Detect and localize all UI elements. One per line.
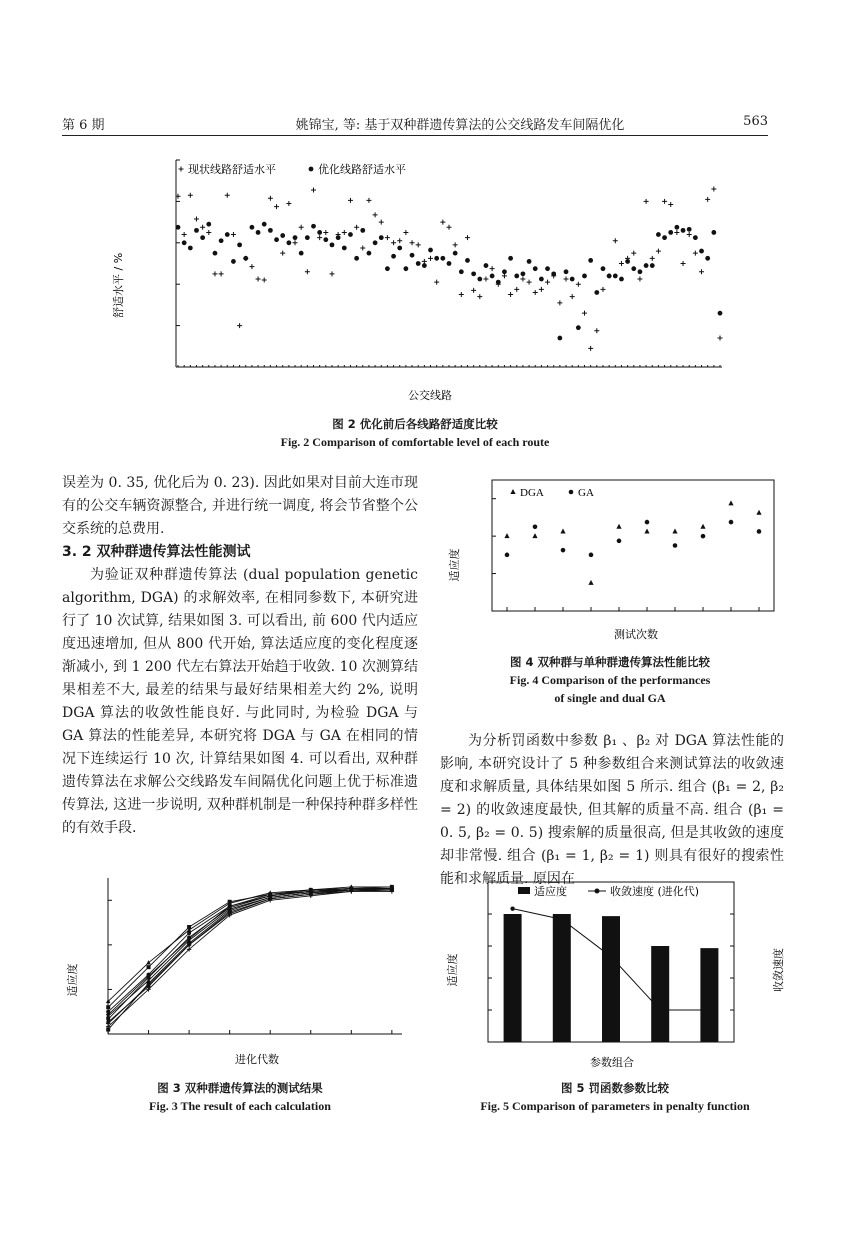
fig2-current-point [262, 278, 267, 283]
fig4-ga-point [645, 520, 650, 525]
left-paragraph-2: 为验证双种群遗传算法 (dual population genetic algorithm, DGA) 的求解效率, 在相同参数下, 本研究进行了 10 次试算, 结果如图 3. 可以看出, 前 600 代内适应度迅速增加, 但从 800 代开始, 算法适应度的变化程度逐渐减小, 到 1 200 代左右算法开始趋于收敛. 10 次测算结果相差不大, 最差的结果与最好结果相差大约 2%, 说明 DGA 算法的收敛性能良好. 与此同时, 为检验 DGA 与 GA 算法的性能差异, 本研究将 DGA 与 GA 在相同的情况下连续运行 10 次, 计算结果如图 4. 可以看出, 双种群遗传算法在求解公交线路发车间隔优化问题上优于标准遗传算法, 这进一步说明, 双种群机制是一种保持种群多样性的有效手段. [62, 567, 418, 836]
fig2-optimized-point [588, 258, 593, 263]
fig3-point [147, 965, 151, 969]
legend-dga-label: DGA [520, 487, 544, 499]
fig5-fitness-bar [504, 914, 522, 1042]
fig4-dga-point [616, 524, 621, 529]
fig2-optimized-point [484, 263, 489, 268]
header-rule [62, 135, 768, 136]
fig2-current-point [619, 261, 624, 266]
fig2-optimized-point [557, 336, 562, 341]
fig2-optimized-point [705, 256, 710, 261]
fig2-optimized-point [527, 259, 532, 264]
fig5-ylabel-right: 收敛速度 [772, 948, 785, 992]
fig2-current-point [360, 245, 365, 250]
fig4-dga-point [588, 580, 593, 585]
fig2-optimized-point [576, 325, 581, 330]
fig2-current-point [206, 230, 211, 235]
fig2-optimized-point [453, 251, 458, 256]
fig3-series-line [108, 890, 392, 1022]
fig2-current-point [428, 256, 433, 261]
fig4-plot-frame [492, 480, 774, 611]
fig4-xlabel: 测试次数 [614, 628, 658, 641]
fig3-point [106, 1005, 110, 1009]
fig3-xlabel: 进化代数 [235, 1053, 279, 1066]
fig2-current-point [410, 240, 415, 245]
fig2-optimized-point [231, 259, 236, 264]
fig2-optimized-point [428, 248, 433, 253]
fig2-current-point [674, 230, 679, 235]
fig2-optimized-point [354, 256, 359, 261]
fig2-optimized-point [373, 240, 378, 245]
fig4-dga-point [504, 533, 509, 538]
fig4-ga-point [533, 524, 538, 529]
fig2-xlabel: 公交线路 [408, 389, 452, 402]
running-title: 姚锦宝, 等: 基于双种群遗传算法的公交线路发车间隔优化 [295, 118, 625, 133]
fig2-optimized-point [551, 271, 556, 276]
fig2-optimized-point [607, 274, 612, 279]
fig5-convergence-point [609, 954, 613, 958]
fig2-optimized-point [379, 235, 384, 240]
fig2-optimized-point [194, 228, 199, 233]
fig4-ga-point [561, 548, 566, 553]
fig2-current-point [403, 230, 408, 235]
fig2-current-point [483, 277, 488, 282]
fig2-current-point [311, 188, 316, 193]
fig2-optimized-point [496, 280, 501, 285]
fig2-current-point [644, 199, 649, 204]
fig2-optimized-point [323, 237, 328, 242]
fig2-current-point [268, 196, 273, 201]
fig2-optimized-point [594, 290, 599, 295]
fig2-optimized-point [262, 222, 267, 227]
fig4-dga-point [728, 500, 733, 505]
fig2-optimized-point [182, 240, 187, 245]
fig2-optimized-point [256, 230, 261, 235]
fig2-optimized-point [434, 256, 439, 261]
fig2-optimized-point [545, 266, 550, 271]
legend-plus-label: 现状线路舒适水平 [188, 163, 276, 176]
fig2-current-point [600, 287, 605, 292]
fig2-current-point [200, 225, 205, 230]
fig2-optimized-point [502, 269, 507, 274]
fig5-convergence-point [707, 1008, 711, 1012]
fig2-optimized-point [286, 240, 291, 245]
fig3-caption-cn: 图 3 双种群遗传算法的测试结果 [157, 1081, 323, 1095]
fig2-current-point [231, 232, 236, 237]
fig4-ylabel: 适应度 [448, 548, 461, 582]
fig5-ylabel-left: 适应度 [446, 953, 459, 987]
fig2-optimized-point [360, 228, 365, 233]
fig3-point [106, 1017, 110, 1021]
fig2-optimized-point [650, 263, 655, 268]
fig2-current-point [256, 277, 261, 282]
fig2-optimized-point [570, 277, 575, 282]
legend-ga-label: GA [578, 487, 594, 499]
legend-dga-marker [510, 489, 515, 494]
fig2-optimized-point [490, 274, 495, 279]
fig2-current-point [366, 198, 371, 203]
fig2-current-point [391, 240, 396, 245]
fig5-caption-en: Fig. 5 Comparison of parameters in penalty function [480, 1099, 750, 1113]
fig2-optimized-point [718, 311, 723, 316]
fig2-optimized-point [219, 238, 224, 243]
fig2-current-point [564, 277, 569, 282]
fig2-current-point [225, 193, 230, 198]
fig2-optimized-point [459, 269, 464, 274]
fig2-optimized-point [674, 225, 679, 230]
fig2-current-point [508, 292, 513, 297]
fig2-optimized-point [200, 235, 205, 240]
fig2-current-point [354, 225, 359, 230]
fig2-optimized-point [274, 237, 279, 242]
fig2-optimized-point [213, 251, 218, 256]
fig2-current-point [434, 280, 439, 285]
fig3-series-line [108, 888, 392, 1011]
fig2-optimized-point [711, 230, 716, 235]
fig2-current-point [576, 282, 581, 287]
fig2-current-point [274, 204, 279, 209]
fig2-optimized-point [342, 246, 347, 251]
fig2-optimized-point [539, 277, 544, 282]
fig2-current-point [533, 290, 538, 295]
fig2-optimized-point [305, 235, 310, 240]
fig5-convergence-point [658, 1008, 662, 1012]
fig2-optimized-point [299, 251, 304, 256]
fig2-current-point [194, 216, 199, 221]
fig2-optimized-point [656, 232, 661, 237]
fig2-optimized-point [397, 246, 402, 251]
fig3-caption-en: Fig. 3 The result of each calculation [149, 1099, 331, 1113]
fig2-current-point [637, 277, 642, 282]
fig2-optimized-point [601, 266, 606, 271]
fig2-current-point [323, 230, 328, 235]
page-header [62, 112, 768, 134]
fig2-optimized-point [465, 258, 470, 263]
fig2-optimized-point [514, 274, 519, 279]
fig2-current-point [219, 271, 224, 276]
fig2-current-point [520, 277, 525, 282]
fig2-optimized-point [385, 266, 390, 271]
fig2-ylabel: 舒适水平 / % [112, 252, 125, 318]
fig2-current-point [705, 197, 710, 202]
fig2-current-point [305, 269, 310, 274]
fig2-optimized-point [243, 256, 248, 261]
figure-3-chart [62, 870, 418, 1075]
fig2-optimized-point [293, 235, 298, 240]
fig2-current-point [342, 230, 347, 235]
fig2-current-point [373, 212, 378, 217]
fig2-current-point [440, 220, 445, 225]
fig2-optimized-point [699, 249, 704, 254]
fig2-optimized-point [477, 277, 482, 282]
fig2-current-point [459, 292, 464, 297]
right-text-column [440, 730, 784, 891]
fig2-caption-cn: 图 2 优化前后各线路舒适度比较 [332, 417, 498, 431]
fig2-current-point [668, 202, 673, 207]
fig2-current-point [613, 238, 618, 243]
fig2-optimized-point [471, 271, 476, 276]
fig2-current-point [527, 280, 532, 285]
fig2-current-point [280, 251, 285, 256]
fig2-optimized-point [268, 228, 273, 233]
fig4-dga-point [672, 528, 677, 533]
fig5-fitness-bar [602, 916, 620, 1042]
fig2-optimized-point [391, 254, 396, 259]
legend-ga-marker [569, 490, 574, 495]
fig2-current-point [656, 249, 661, 254]
fig2-current-point [453, 242, 458, 247]
fig2-current-point [465, 235, 470, 240]
section-heading: 3. 2 双种群遗传算法性能测试 [62, 544, 251, 560]
fig2-optimized-point [619, 277, 624, 282]
right-paragraph-1: 为分析罚函数中参数 β₁ 、β₂ 对 DGA 算法性能的影响, 本研究设计了 5 种参数组合来测试算法的收敛速度和求解质量, 具体结果如图 5 所示. 组合 (β₁ = 2, β₂ = 2) 的收敛速度最快, 但其解的质量不高. 组合 (β₁ = 0. 5, β₂ = 0. 5) 搜索解的质量很高, 但是其收敛的速度却非常慢. 组合 (β₁ = 1, β₂ = 1) 则具有很好的搜索性能和求解质量. 原因在 [440, 733, 784, 887]
fig2-current-point [471, 288, 476, 293]
fig3-ylabel: 适应度 [66, 963, 79, 997]
fig2-optimized-point [237, 242, 242, 247]
fig5-convergence-point [510, 906, 514, 910]
fig2-current-point [182, 232, 187, 237]
fig2-current-point [539, 287, 544, 292]
fig2-optimized-point [422, 263, 427, 268]
fig2-current-point [681, 261, 686, 266]
fig2-optimized-point [644, 263, 649, 268]
legend-plus-marker [179, 167, 184, 172]
fig4-ga-point [729, 520, 734, 525]
fig2-current-point [416, 242, 421, 247]
fig2-optimized-point [410, 253, 415, 258]
fig4-ga-point [757, 529, 762, 534]
fig2-current-point [650, 256, 655, 261]
fig2-optimized-point [225, 232, 230, 237]
fig2-current-point [693, 251, 698, 256]
fig4-caption-en-2: of single and dual GA [554, 691, 666, 705]
fig2-optimized-point [403, 266, 408, 271]
fig4-ga-point [505, 553, 510, 558]
fig4-ga-point [673, 543, 678, 548]
fig4-dga-point [756, 510, 761, 515]
fig2-optimized-point [280, 233, 285, 238]
issue-number: 第 6 期 [62, 118, 105, 133]
fig2-current-point [514, 287, 519, 292]
fig4-dga-point [560, 528, 565, 533]
legend-dot-marker [309, 167, 314, 172]
fig5-convergence-point [560, 917, 564, 921]
fig3-point [106, 1028, 110, 1032]
fig2-optimized-point [681, 228, 686, 233]
fig2-current-point [317, 235, 322, 240]
fig2-current-point [718, 336, 723, 341]
fig4-ga-point [701, 534, 706, 539]
fig2-optimized-point [631, 266, 636, 271]
fig4-caption-en-1: Fig. 4 Comparison of the performances [509, 673, 711, 687]
fig4-dga-point [644, 528, 649, 533]
fig4-dga-point [700, 524, 705, 529]
fig2-current-point [490, 266, 495, 271]
fig2-optimized-point [188, 246, 193, 251]
fig2-optimized-point [533, 266, 538, 271]
legend-line-marker [595, 889, 600, 894]
fig2-current-point [582, 311, 587, 316]
fig2-current-point [379, 220, 384, 225]
fig4-ga-point [617, 539, 622, 544]
fig2-current-point [329, 271, 334, 276]
legend-bar-swatch [518, 887, 530, 894]
fig2-optimized-point [613, 274, 618, 279]
fig5-caption-cn: 图 5 罚函数参数比较 [560, 1081, 669, 1095]
fig2-optimized-point [348, 232, 353, 237]
fig3-series-line [108, 890, 392, 1030]
fig2-caption-en: Fig. 2 Comparison of comfortable level of each route [280, 435, 550, 449]
figure-4-chart [440, 470, 780, 645]
fig2-current-point [348, 198, 353, 203]
fig2-current-point [699, 269, 704, 274]
fig2-current-point [212, 271, 217, 276]
fig2-optimized-point [693, 235, 698, 240]
fig2-current-point [477, 294, 482, 299]
fig2-optimized-point [668, 230, 673, 235]
fig2-optimized-point [582, 274, 587, 279]
fig5-fitness-bar [651, 946, 669, 1042]
figure-5-chart [440, 870, 790, 1075]
fig2-current-point [594, 328, 599, 333]
fig2-current-point [557, 300, 562, 305]
fig5-fitness-bar [700, 948, 718, 1042]
fig2-optimized-point [662, 235, 667, 240]
fig2-optimized-point [250, 225, 255, 230]
fig2-optimized-point [330, 242, 335, 247]
fig4-caption-cn: 图 4 双种群与单种群遗传算法性能比较 [509, 655, 710, 669]
fig2-optimized-point [564, 269, 569, 274]
fig5-fitness-bar [553, 914, 571, 1042]
fig2-current-point [385, 235, 390, 240]
fig2-current-point [588, 346, 593, 351]
fig2-current-point [545, 280, 550, 285]
fig2-current-point [662, 199, 667, 204]
page-number: 563 [743, 114, 768, 129]
fig4-dga-point [532, 533, 537, 538]
legend-dot-label: 优化线路舒适水平 [318, 163, 406, 176]
fig2-optimized-point [317, 230, 322, 235]
fig2-optimized-point [687, 227, 692, 232]
fig2-optimized-point [311, 224, 316, 229]
fig2-optimized-point [625, 259, 630, 264]
fig2-current-point [188, 193, 193, 198]
fig2-current-point [687, 232, 692, 237]
fig2-current-point [249, 264, 254, 269]
fig2-current-point [293, 240, 298, 245]
fig3-series-line [108, 890, 392, 1024]
fig2-optimized-point [367, 251, 372, 256]
fig2-optimized-point [508, 256, 513, 261]
legend-line-label: 收敛速度 (进化代) [610, 885, 700, 898]
fig3-series-line [108, 891, 392, 1026]
fig2-current-point [447, 225, 452, 230]
fig2-optimized-point [336, 235, 341, 240]
fig4-ga-point [589, 553, 594, 558]
fig5-xlabel: 参数组合 [590, 1056, 634, 1069]
fig2-current-point [286, 201, 291, 206]
fig2-optimized-point [447, 261, 452, 266]
fig2-current-point [570, 294, 575, 299]
fig2-optimized-point [416, 261, 421, 266]
fig2-current-point [711, 186, 716, 191]
legend-bar-label: 适应度 [534, 885, 567, 898]
fig2-current-point [299, 225, 304, 230]
left-text-column [62, 472, 418, 840]
fig2-current-point [631, 251, 636, 256]
left-paragraph-1: 误差为 0. 35, 优化后为 0. 23). 因此如果对目前大连市现有的公交车辆资源整合, 并进行统一调度, 将会节省整个公交系统的总费用. [62, 475, 418, 537]
fig2-optimized-point [440, 256, 445, 261]
fig3-series-line [108, 890, 392, 1016]
fig2-current-point [397, 238, 402, 243]
fig2-optimized-point [638, 269, 643, 274]
fig2-current-point [237, 323, 242, 328]
fig2-optimized-point [206, 222, 211, 227]
figure-2-chart [100, 148, 740, 408]
fig2-optimized-point [176, 225, 181, 230]
fig2-optimized-point [521, 271, 526, 276]
